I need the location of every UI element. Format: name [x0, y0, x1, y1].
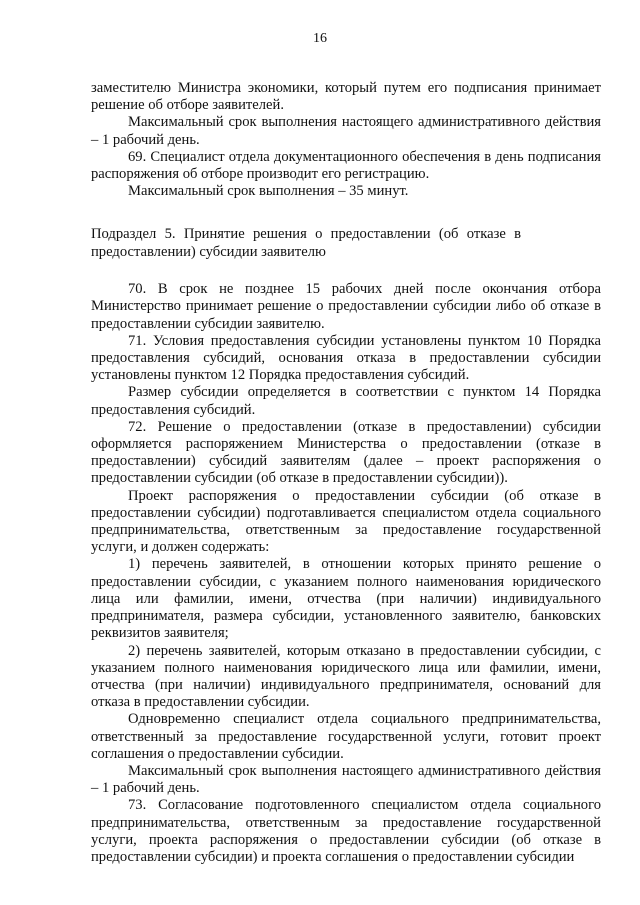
list-item: 1) перечень заявителей, в отношении которых принято решение о предоставлении субсидии, с указанием полного наименования юридического лица или фамилии, имени, отчества (при наличии) индивидуального предпринимателя, размера субсидии, установленного заявителю, банковских реквизитов заявителя; [91, 556, 601, 642]
page-number: 16 [313, 31, 327, 46]
paragraph: Максимальный срок выполнения настоящего административного действия – 1 рабочий день. [91, 114, 601, 148]
paragraph: Одновременно специалист отдела социального предпринимательства, ответственный за предоставление государственной услуги, готовит проект соглашения о предоставлении субсидии. [91, 711, 601, 762]
list-item: 2) перечень заявителей, которым отказано в предоставлении субсидии, с указанием полного наименования юридического лица или фамилии, имени, отчества (при наличии) индивидуального предпринимателя, оснований для отказа в предоставлении субсидии. [91, 642, 601, 711]
paragraph: Размер субсидии определяется в соответствии с пунктом 14 Порядка предоставления субсидий. [91, 384, 601, 418]
paragraph: 72. Решение о предоставлении (отказе в предоставлении) субсидии оформляется распоряжением Министерства о предоставлении (отказе в предоставлении) субсидий заявителям (далее – проект распоряжения о предоставлении субсидии (об отказе в предоставлении субсидии)). [91, 418, 601, 487]
paragraph: 73. Согласование подготовленного специалистом отдела социального предпринимательства, ответственным за предоставление государственной услуги, проекта распоряжения о предоставлении субсидии (об отказе в предоставлении субсидии) и проекта соглашения о предоставлении субсидии [91, 797, 601, 865]
paragraph: заместителю Министра экономики, который путем его подписания принимает решение об отборе заявителей. [91, 80, 601, 114]
document-body [91, 80, 601, 866]
paragraph: Максимальный срок выполнения – 35 минут. [128, 183, 409, 200]
subsection-title: Подраздел 5. Принятие решения о предоставлении (об отказе в предоставлении) субсидии заявителю [91, 226, 521, 260]
paragraph: Проект распоряжения о предоставлении субсидии (об отказе в предоставлении субсидии) подготавливается специалистом отдела социального предпринимательства, ответственным за предоставление государственной услуги, и должен содержать: [91, 487, 601, 556]
paragraph: 71. Условия предоставления субсидии установлены пунктом 10 Порядка предоставления субсидий, основания отказа в предоставлении субсидии установлены пунктом 12 Порядка предоставления субсидий. [91, 332, 601, 384]
paragraph: 70. В срок не позднее 15 рабочих дней после окончания отбора Министерство принимает решение о предоставлении субсидии либо об отказе в предоставлении субсидии заявителю. [91, 281, 601, 332]
paragraph: Максимальный срок выполнения настоящего административного действия – 1 рабочий день. [91, 762, 601, 797]
paragraph: 69. Специалист отдела документационного обеспечения в день подписания распоряжения об отборе производит его регистрацию. [91, 148, 601, 183]
